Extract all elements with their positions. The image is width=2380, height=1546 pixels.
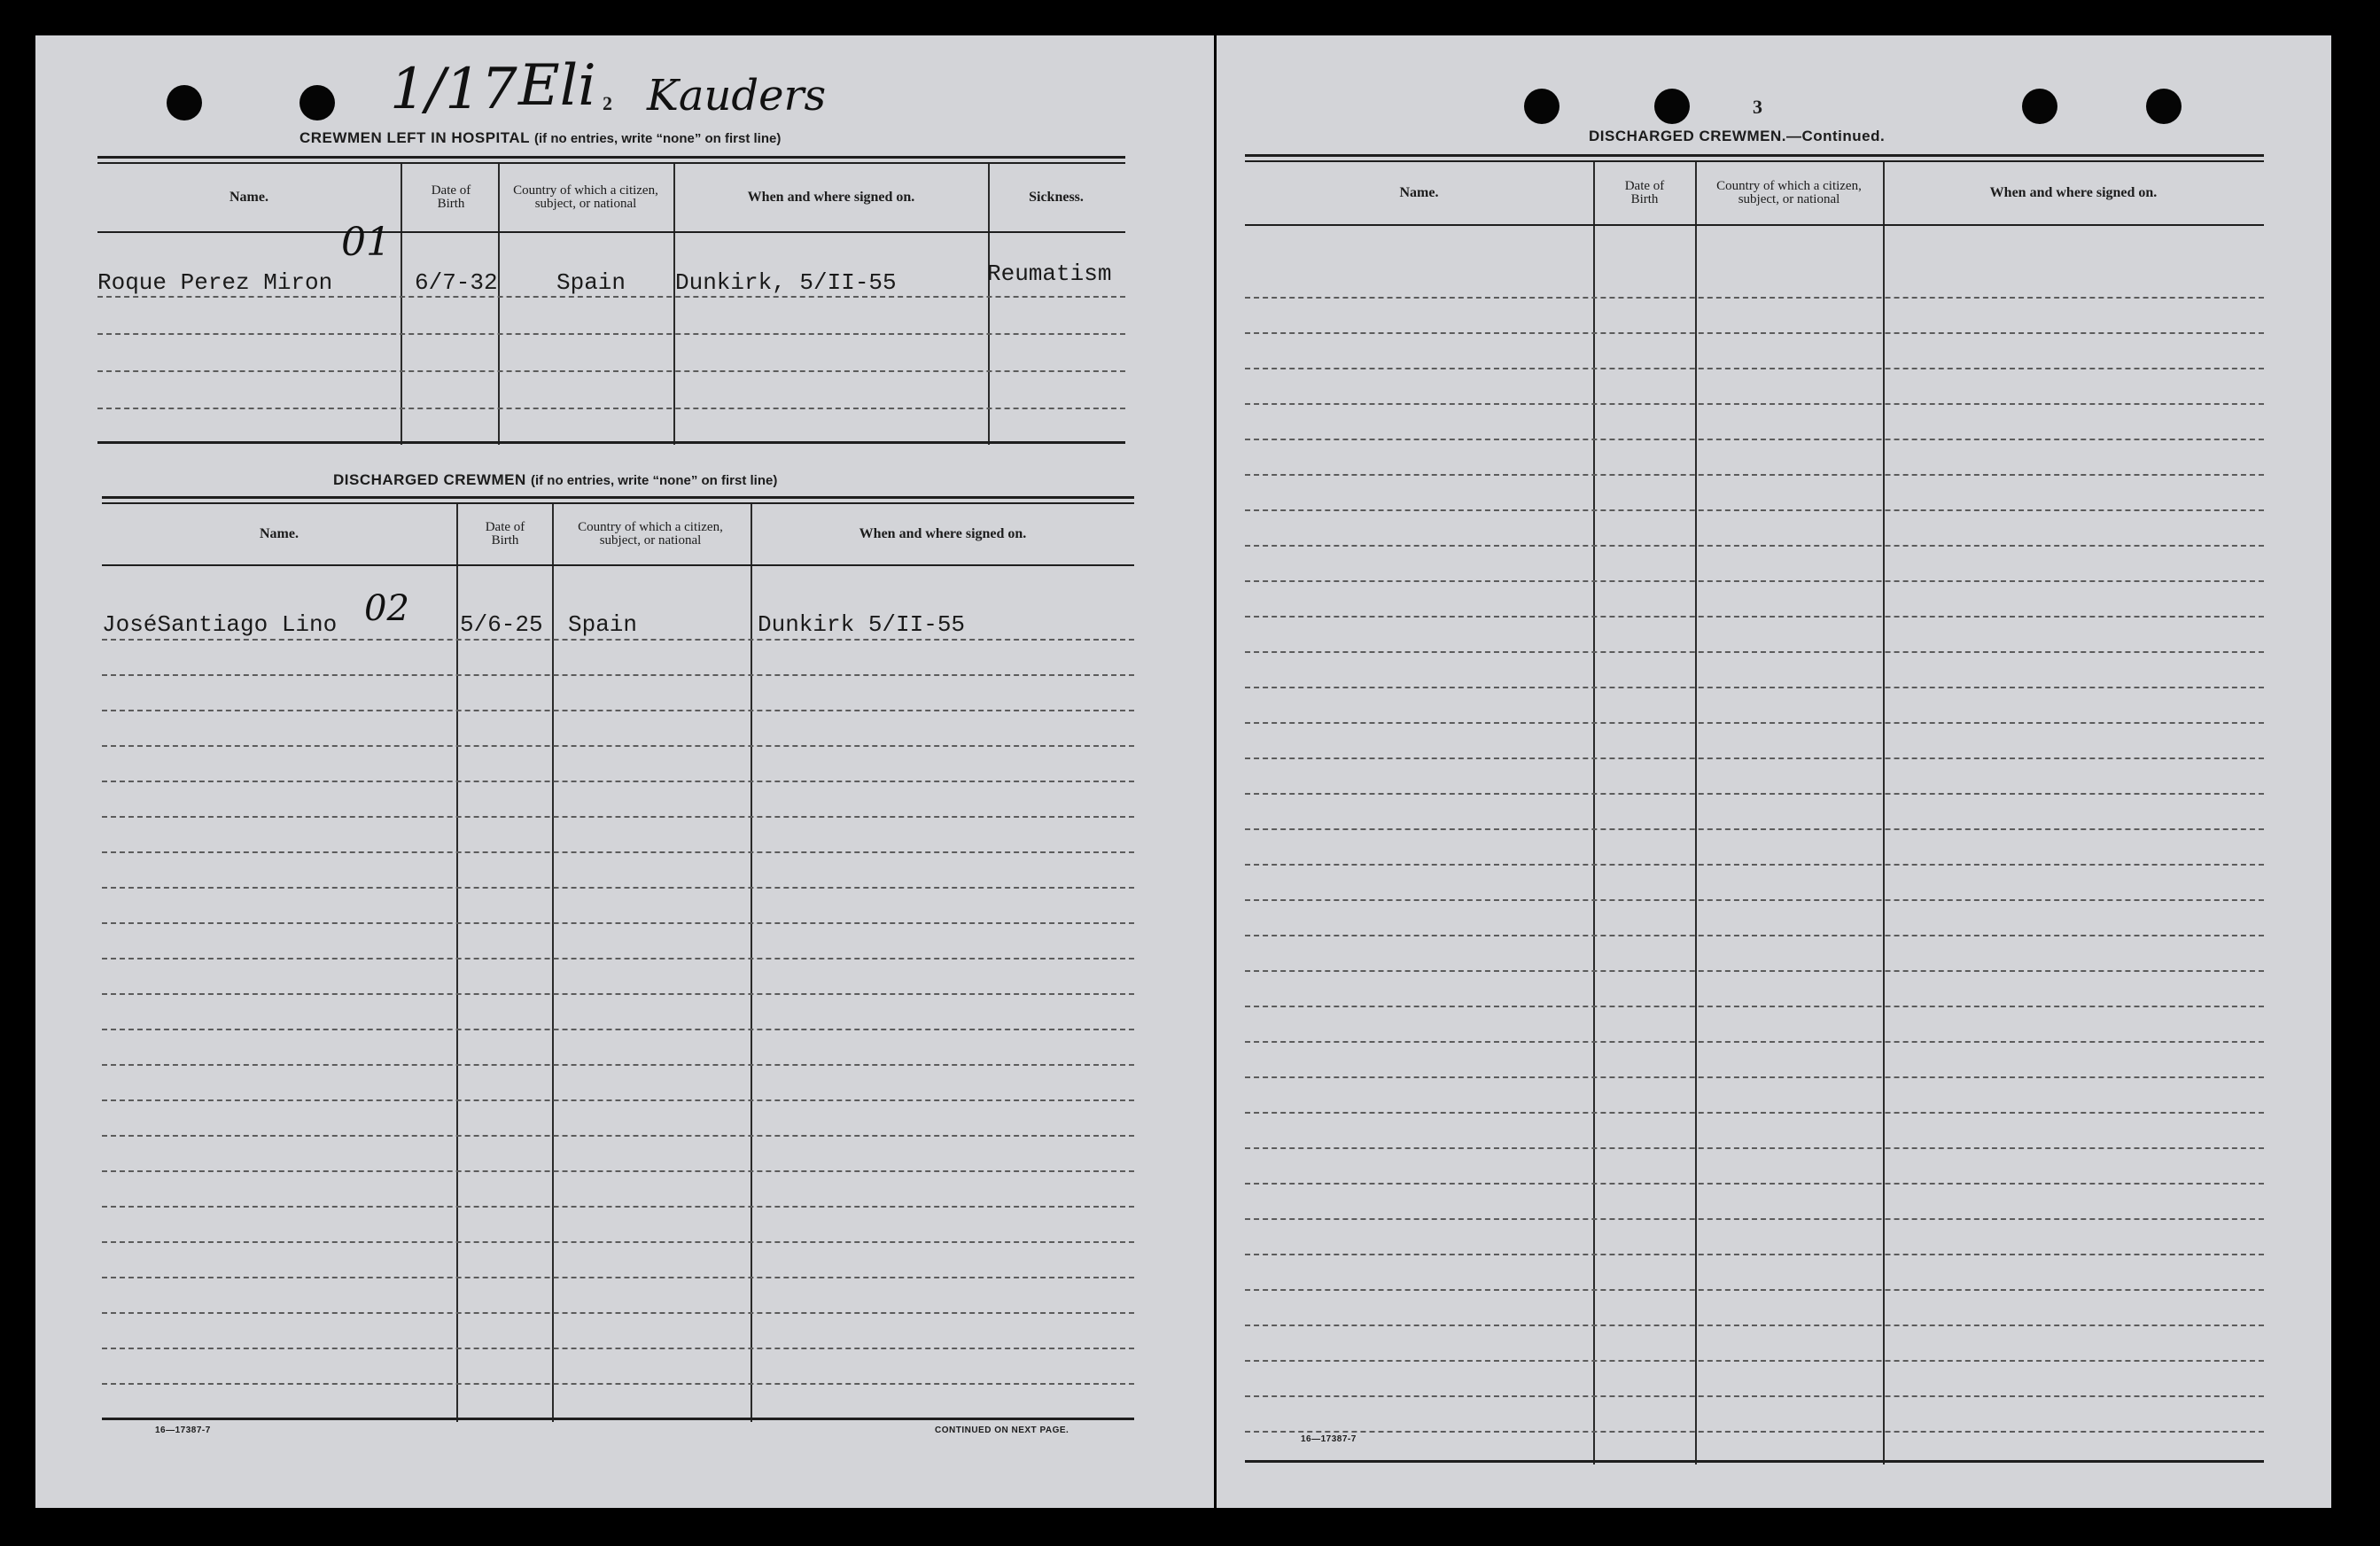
- column-header-sickness: Sickness.: [1029, 190, 1084, 205]
- handwritten-top-note: 1/17: [390, 57, 517, 122]
- row-line: [102, 639, 1134, 641]
- section-subtitle-text: (if no entries, write “none” on first line): [530, 473, 778, 488]
- handwritten-name-note: Eli: [518, 53, 596, 119]
- row-line: [102, 1099, 1134, 1101]
- column-header-name: Name.: [260, 526, 299, 541]
- column-divider: [401, 164, 402, 445]
- row-line: [102, 1241, 1134, 1243]
- row-line: [1245, 793, 2264, 795]
- punch-hole: [2146, 89, 2182, 124]
- row-line: [1245, 545, 2264, 547]
- column-divider: [1695, 162, 1697, 1464]
- row-line: [1245, 1147, 2264, 1149]
- row-line: [102, 887, 1134, 889]
- column-divider: [751, 504, 752, 1422]
- row-line: [1245, 899, 2264, 901]
- row-line: [102, 816, 1134, 818]
- row-line: [102, 993, 1134, 995]
- continued-note: CONTINUED ON NEXT PAGE.: [935, 1426, 1069, 1435]
- column-header-country: Country of which a citizen, subject, or national: [1716, 179, 1862, 206]
- discharged-table: [102, 496, 1134, 1422]
- row-line: [1245, 474, 2264, 476]
- page-number: 3: [1753, 96, 1762, 118]
- row-line: [102, 781, 1134, 782]
- row-line: [102, 674, 1134, 676]
- row-1-country: Spain: [556, 269, 626, 296]
- table-top-rule: [102, 496, 1134, 499]
- table-bottom-rule: [1245, 1460, 2264, 1463]
- row-1-signed-on: Dunkirk, 5/II-55: [675, 269, 897, 296]
- row-line: [1245, 297, 2264, 299]
- row-line: [102, 1206, 1134, 1208]
- row-line: [1245, 1112, 2264, 1114]
- row-line: [1245, 1041, 2264, 1043]
- row-line: [102, 710, 1134, 711]
- form-number: 16—17387-7: [155, 1426, 211, 1435]
- row-line: [102, 958, 1134, 959]
- row-line: [1245, 580, 2264, 582]
- row-line: [1245, 1431, 2264, 1433]
- row-line: [1245, 1254, 2264, 1255]
- row-line: [97, 333, 1125, 335]
- row-line: [1245, 403, 2264, 405]
- row-line: [1245, 509, 2264, 511]
- column-divider: [456, 504, 458, 1422]
- row-1-name: Roque Perez Miron: [97, 269, 333, 296]
- right-page: [1217, 35, 2331, 1508]
- punch-hole: [1654, 89, 1690, 124]
- form-number: 16—17387-7: [1301, 1434, 1357, 1444]
- table-bottom-rule: [102, 1418, 1134, 1420]
- header-underline: [97, 231, 1125, 233]
- row-1-name: JoséSantiago Lino: [102, 611, 338, 638]
- discharged-continued-table: [1245, 154, 2264, 1465]
- row-line: [102, 1383, 1134, 1385]
- row-line: [1245, 1395, 2264, 1397]
- handwritten-surname-note: Kauders: [647, 71, 827, 120]
- column-header-dob: Date of Birth: [485, 520, 525, 548]
- column-divider: [1593, 162, 1595, 1464]
- row-line: [1245, 368, 2264, 369]
- row-line: [1245, 687, 2264, 688]
- row-line: [102, 745, 1134, 747]
- section-title-text: DISCHARGED CREWMEN: [333, 471, 526, 488]
- column-header-signed-on: When and where signed on.: [859, 526, 1027, 541]
- column-divider: [552, 504, 554, 1422]
- table-bottom-rule: [97, 441, 1125, 444]
- row-line: [1245, 757, 2264, 759]
- row-line: [102, 1348, 1134, 1349]
- hospital-section-title: [299, 129, 781, 147]
- handwritten-mark: 02: [364, 588, 409, 629]
- column-header-country: Country of which a citizen, subject, or national: [513, 183, 658, 211]
- row-line: [102, 1029, 1134, 1030]
- row-1-sickness: Reumatism: [987, 260, 1112, 287]
- column-header-country: Country of which a citizen, subject, or national: [578, 520, 723, 548]
- left-page: [35, 35, 1214, 1508]
- row-line: [1245, 439, 2264, 440]
- row-line: [1245, 864, 2264, 866]
- row-1-dob: 5/6-25: [460, 611, 543, 638]
- row-line: [1245, 1218, 2264, 1220]
- row-line: [102, 1277, 1134, 1278]
- row-line: [1245, 1076, 2264, 1078]
- header-underline: [1245, 224, 2264, 226]
- table-top-rule: [1245, 154, 2264, 157]
- row-line: [1245, 970, 2264, 972]
- row-line: [102, 851, 1134, 853]
- row-line: [97, 408, 1125, 409]
- row-line: [1245, 828, 2264, 830]
- discharged-continued-title: DISCHARGED CREWMEN.—Continued.: [1589, 128, 1886, 144]
- row-line: [97, 370, 1125, 372]
- hospital-table: [97, 156, 1125, 445]
- punch-hole: [167, 85, 202, 120]
- section-subtitle-text: (if no entries, write “none” on first line): [534, 131, 782, 146]
- row-line: [1245, 1289, 2264, 1291]
- table-top-rule: [97, 156, 1125, 159]
- row-1-country: Spain: [568, 611, 638, 638]
- row-1-dob: 6/7-32: [415, 269, 498, 296]
- column-header-name: Name.: [229, 190, 268, 205]
- header-underline: [102, 564, 1134, 566]
- row-line: [102, 922, 1134, 924]
- column-header-signed-on: When and where signed on.: [747, 190, 915, 205]
- row-line: [1245, 1360, 2264, 1362]
- punch-hole: [1524, 89, 1559, 124]
- handwritten-mark: 01: [341, 220, 391, 265]
- row-line: [1245, 616, 2264, 618]
- section-title-text: CREWMEN LEFT IN HOSPITAL: [299, 129, 530, 146]
- row-line: [97, 296, 1125, 298]
- column-header-signed-on: When and where signed on.: [1989, 185, 2158, 200]
- column-divider: [1883, 162, 1885, 1464]
- row-line: [102, 1135, 1134, 1137]
- row-line: [1245, 935, 2264, 936]
- row-line: [1245, 1006, 2264, 1007]
- row-line: [1245, 651, 2264, 653]
- column-header-name: Name.: [1399, 185, 1439, 200]
- row-line: [1245, 1325, 2264, 1326]
- punch-hole: [299, 85, 335, 120]
- row-1-signed-on: Dunkirk 5/II-55: [758, 611, 966, 638]
- row-line: [102, 1064, 1134, 1066]
- page-number: 2: [603, 92, 612, 114]
- column-divider: [498, 164, 500, 445]
- discharged-section-title: [333, 471, 777, 489]
- row-line: [102, 1170, 1134, 1172]
- row-line: [1245, 722, 2264, 724]
- row-line: [1245, 1183, 2264, 1185]
- row-line: [102, 1312, 1134, 1314]
- row-line: [1245, 332, 2264, 334]
- column-header-dob: Date of Birth: [1624, 179, 1665, 206]
- punch-hole: [2022, 89, 2057, 124]
- column-header-dob: Date of Birth: [431, 183, 471, 211]
